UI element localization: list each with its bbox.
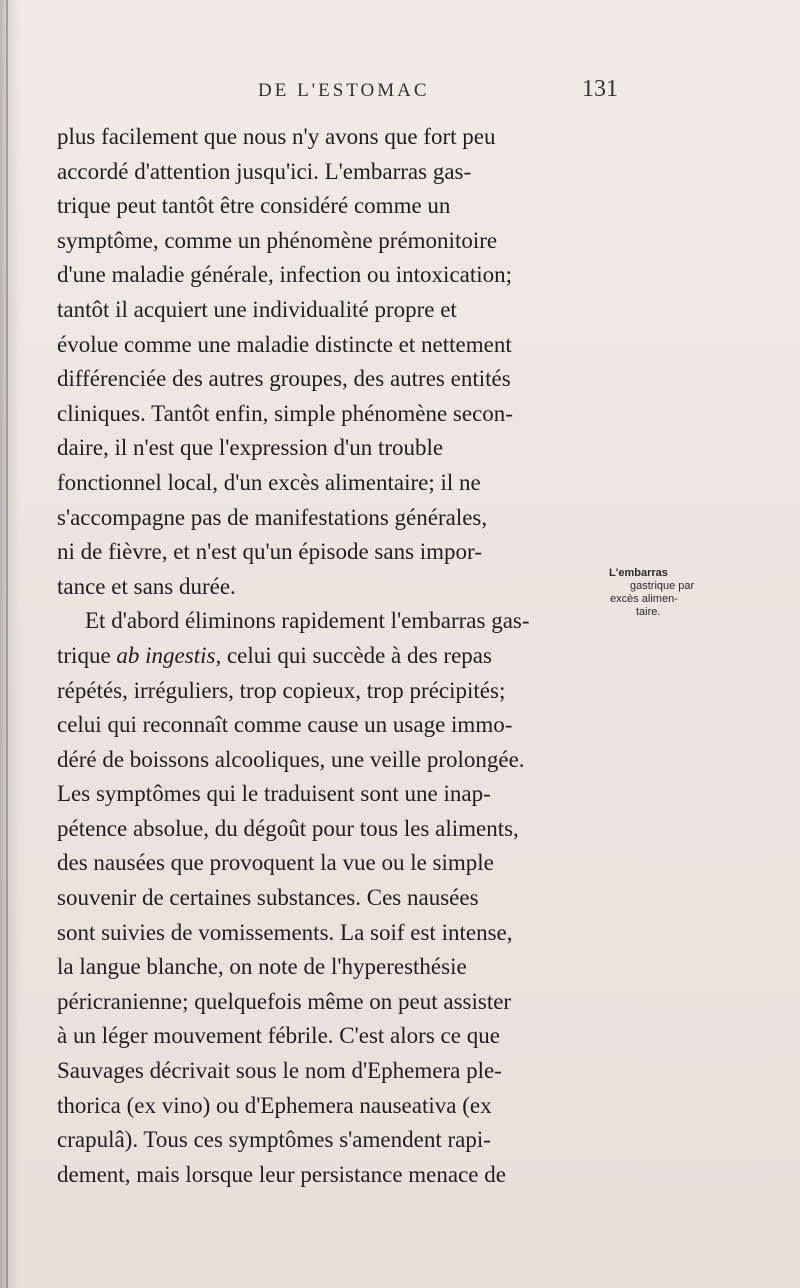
latin-phrase: ab ingestis xyxy=(116,642,216,668)
paragraph-start-line: Et d'abord éliminons rapidement l'embarras gas- xyxy=(85,608,530,634)
marginal-note-line: taire. xyxy=(636,606,661,618)
text-line: tance et sans durée. xyxy=(57,573,236,599)
text-line: thorica (ex vino) ou d'Ephemera nauseativa (ex xyxy=(57,1092,492,1118)
marginal-note-line: excès alimen- xyxy=(610,593,678,605)
running-head: DE L'ESTOMAC xyxy=(258,80,430,101)
text-line: Sauvages décrivait sous le nom d'Ephemera ple- xyxy=(57,1058,502,1084)
page-number: 131 xyxy=(582,76,618,102)
text-line: trique peut tantôt être considéré comme un xyxy=(57,193,451,219)
text-line: pétence absolue, du dégoût pour tous les aliments, xyxy=(57,815,519,841)
text-line: crapulâ). Tous ces symptômes s'amendent rapi- xyxy=(57,1127,491,1153)
text-line: celui qui reconnaît comme cause un usage immo- xyxy=(57,712,513,738)
text-line: d'une maladie générale, infection ou intoxication; xyxy=(57,262,513,288)
text-line: déré de boissons alcooliques, une veille prolongée. xyxy=(57,746,525,772)
text-line: des nausées que provoquent la vue ou le simple xyxy=(57,850,494,876)
text-line: accordé d'attention jusqu'ici. L'embarras gas- xyxy=(57,158,472,184)
text-line: daire, il n'est que l'expression d'un trouble xyxy=(57,435,444,461)
text-line: trique ab ingestis, celui qui succède à des repas xyxy=(57,642,492,668)
body-text xyxy=(57,120,595,1192)
marginal-note-line: gastrique par xyxy=(630,580,695,592)
text-line: différenciée des autres groupes, des autres entités xyxy=(57,366,511,392)
text-line: cliniques. Tantôt enfin, simple phénomène secon- xyxy=(57,400,513,426)
page-header xyxy=(258,76,618,108)
marginal-note xyxy=(609,567,695,619)
text-line: la langue blanche, on note de l'hyperesthésie xyxy=(57,954,467,980)
text-line: à un léger mouvement fébrile. C'est alors ce que xyxy=(57,1023,500,1049)
text-line: évolue comme une maladie distincte et nettement xyxy=(57,331,512,357)
text-line: sont suivies de vomissements. La soif est intense, xyxy=(57,919,513,945)
text-line: ni de fièvre, et n'est qu'un épisode sans impor- xyxy=(57,539,482,565)
text-line: dement, mais lorsque leur persistance menace de xyxy=(57,1161,506,1187)
text-line: tantôt il acquiert une individualité propre et xyxy=(57,296,457,322)
text-line: répétés, irréguliers, trop copieux, trop précipités; xyxy=(57,677,506,703)
text-line: Les symptômes qui le traduisent sont une inap- xyxy=(57,781,491,807)
text-line: péricranienne; quelquefois même on peut assister xyxy=(57,988,512,1014)
binding-gutter xyxy=(6,0,8,1288)
text-line: fonctionnel local, d'un excès alimentaire; il ne xyxy=(57,469,481,495)
text-line: plus facilement que nous n'y avons que fort peu xyxy=(57,124,496,149)
marginal-note-line: L'embarras xyxy=(609,567,668,579)
text-line: s'accompagne pas de manifestations générales, xyxy=(57,504,488,530)
text-line: souvenir de certaines substances. Ces nausées xyxy=(57,885,479,911)
text-line: symptôme, comme un phénomène prémonitoire xyxy=(57,227,498,253)
